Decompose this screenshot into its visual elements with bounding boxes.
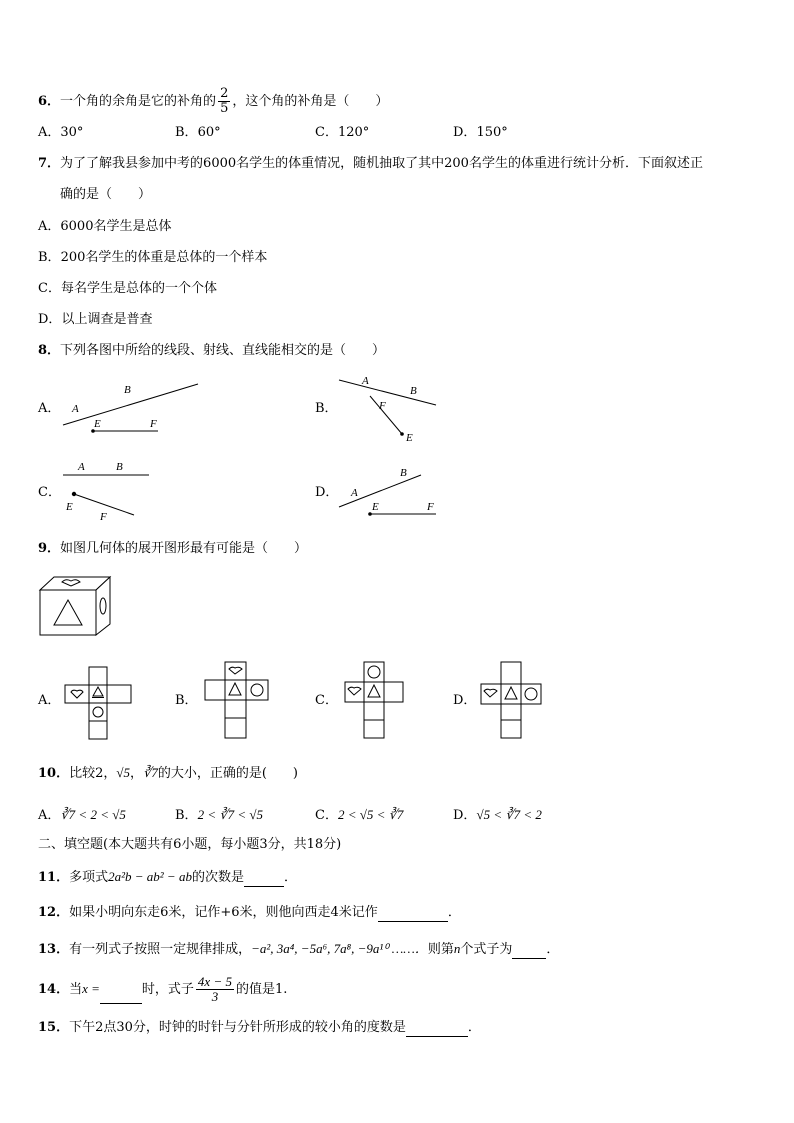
q14-fraction: $\frac{4x - 5}{3}$ (197, 974, 232, 1004)
section-heading: 二、填空题(本大题共有6小题，每小题3分，共18分) (38, 837, 342, 852)
q12-stem: 12．如果小明向东走6米，记作+6米，则他向西走4米记作 ． (38, 905, 461, 920)
q6-option-c: C．120° (315, 125, 370, 140)
q6-option-d: D．150° (453, 125, 508, 140)
q9-number: 9． (38, 541, 61, 556)
svg-text:F: F (379, 400, 386, 412)
svg-text:F: F (150, 418, 157, 430)
q9-net-a (64, 666, 134, 741)
q13-sequence: −a², 3a⁴, −5a⁶, 7a⁸, −9a¹⁰ ……． (251, 941, 428, 956)
q10-option-a: A．∛7 < 2 < √5 (38, 807, 126, 823)
q9-net-d (480, 661, 550, 741)
q6-stem (38, 87, 388, 116)
q9-letter-a: A． (38, 693, 61, 708)
q7-option-b: B．200名学生的体重是总体的一个样本 (38, 250, 268, 265)
svg-text:E: E (94, 418, 101, 430)
q8-figure-c (58, 456, 158, 526)
svg-text:E: E (66, 501, 73, 513)
q10-number: 10． (38, 766, 70, 781)
q10-option-d: D．√5 < ∛7 < 2 (453, 807, 542, 823)
svg-text:B: B (410, 385, 417, 397)
q11-stem: 11．多项式2a²b − ab² − ab的次数是 ． (38, 869, 297, 885)
q8-letter-c: C． (38, 485, 61, 500)
q6-text-post: ，这个角的补角是（ ） (232, 94, 389, 109)
q8-figure-b (336, 372, 446, 447)
q6-fraction: $\frac{2}{5}$ (220, 86, 229, 116)
cube-figure (38, 575, 113, 637)
q8-figure-d (336, 462, 446, 517)
q7-stem-line2: 确的是（ ） (60, 187, 152, 202)
q10-option-b: B．2 < ∛7 < √5 (175, 807, 264, 823)
svg-text:E: E (406, 432, 413, 444)
svg-text:A: A (351, 487, 358, 499)
q9-letter-c: C． (315, 693, 338, 708)
q7-option-d: D．以上调查是普查 (38, 312, 153, 327)
q6-option-a: A．30° (38, 125, 84, 140)
svg-text:A: A (362, 375, 369, 387)
q11-answer-blank[interactable] (244, 872, 284, 887)
q6-option-b: B．60° (175, 125, 221, 140)
svg-text:F: F (100, 511, 107, 523)
q13-stem: 13．有一列式子按照一定规律排成，−a², 3a⁴, −5a⁶, 7a⁸, −9a¹⁰ ……．则第n个式子为 ． (38, 941, 560, 957)
q9-net-b (204, 661, 274, 741)
q7-stem-line1: 7．为了了解我县参加中考的6000名学生的体重情况，随机抽取了其中200名学生的体重进行统计分析．下面叙述正 (38, 156, 703, 171)
q12-answer-blank[interactable] (378, 907, 448, 922)
q8-letter-a: A． (38, 401, 61, 416)
q8-number: 8． (38, 343, 61, 358)
q9-stem: 9．如图几何体的展开图形最有可能是（ ） (38, 541, 308, 556)
q9-letter-d: D． (453, 693, 477, 708)
q14-stem: 14．当x = 时，式子 $\frac{4x - 5}{3}$ 的值是1. (38, 974, 288, 1004)
q15-stem: 15．下午2点30分，时钟的时针与分针所形成的较小角的度数是 ． (38, 1020, 481, 1035)
q8-figure-a (58, 378, 168, 438)
q15-answer-blank[interactable] (406, 1022, 468, 1037)
q9-letter-b: B． (175, 693, 198, 708)
q10-stem: 10．比较2，√5，∛7的大小，正确的是( ) (38, 765, 298, 781)
q11-expression: 2a²b − ab² − ab (108, 869, 192, 884)
q7-number: 7． (38, 156, 61, 171)
svg-text:B: B (124, 384, 131, 396)
q14-answer-blank[interactable] (100, 989, 142, 1004)
q8-stem: 8．下列各图中所给的线段、射线、直线能相交的是（ ） (38, 343, 386, 358)
svg-text:B: B (116, 461, 123, 473)
q10-option-c: C．2 < √5 < ∛7 (315, 807, 404, 823)
svg-text:F: F (427, 501, 434, 513)
q6-text-pre: 一个角的余角是它的补角的 (60, 94, 217, 109)
q7-option-c: C．每名学生是总体的一个个体 (38, 281, 217, 296)
svg-text:E: E (372, 501, 379, 513)
q6-number: 6． (38, 94, 61, 109)
q8-letter-b: B． (315, 401, 338, 416)
svg-text:A: A (78, 461, 85, 473)
q8-letter-d: D． (315, 485, 339, 500)
svg-text:A: A (72, 403, 79, 415)
q9-net-c (344, 661, 409, 741)
svg-text:B: B (400, 467, 407, 479)
q13-answer-blank[interactable] (512, 944, 546, 959)
q7-option-a: A．6000名学生是总体 (38, 219, 172, 234)
